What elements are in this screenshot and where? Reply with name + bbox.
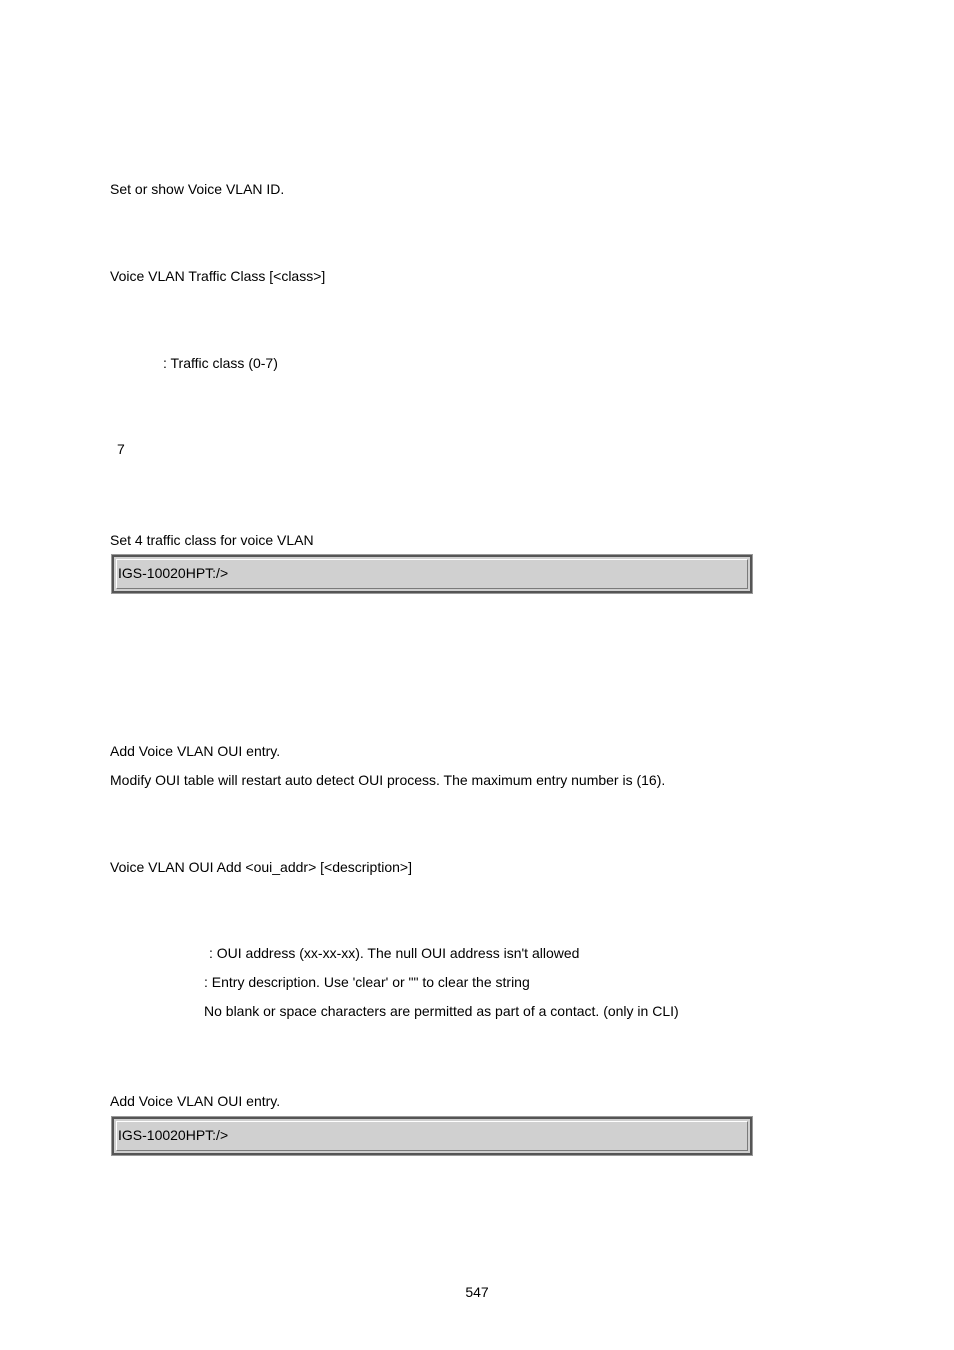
section1-command-box <box>112 555 752 593</box>
section2-param-description: : Entry description. Use 'clear' or "" to clear the string <box>204 974 530 990</box>
section2-description-note: Modify OUI table will restart auto detect OUI process. The maximum entry number is (16). <box>110 772 666 788</box>
section2-command-box <box>112 1117 752 1155</box>
section2-command-prompt: IGS-10020HPT:/> <box>118 1127 229 1143</box>
section2-param-oui: : OUI address (xx-xx-xx). The null OUI address isn't allowed <box>209 945 580 961</box>
section1-parameter: : Traffic class (0-7) <box>163 355 278 371</box>
section1-example-caption: Set 4 traffic class for voice VLAN <box>110 532 314 548</box>
section1-syntax: Voice VLAN Traffic Class [<class>] <box>110 268 326 284</box>
section2-example-caption: Add Voice VLAN OUI entry. <box>110 1093 281 1109</box>
section2-syntax: Voice VLAN OUI Add <oui_addr> [<description>] <box>110 859 412 875</box>
section1-command-prompt: IGS-10020HPT:/> <box>118 565 229 581</box>
page-number: 547 <box>465 1284 489 1300</box>
section1-default-value: 7 <box>117 441 125 457</box>
section1-description: Set or show Voice VLAN ID. <box>110 181 285 197</box>
section2-param-description-note: No blank or space characters are permitted as part of a contact. (only in CLI) <box>204 1003 679 1019</box>
section2-description: Add Voice VLAN OUI entry. <box>110 743 281 759</box>
